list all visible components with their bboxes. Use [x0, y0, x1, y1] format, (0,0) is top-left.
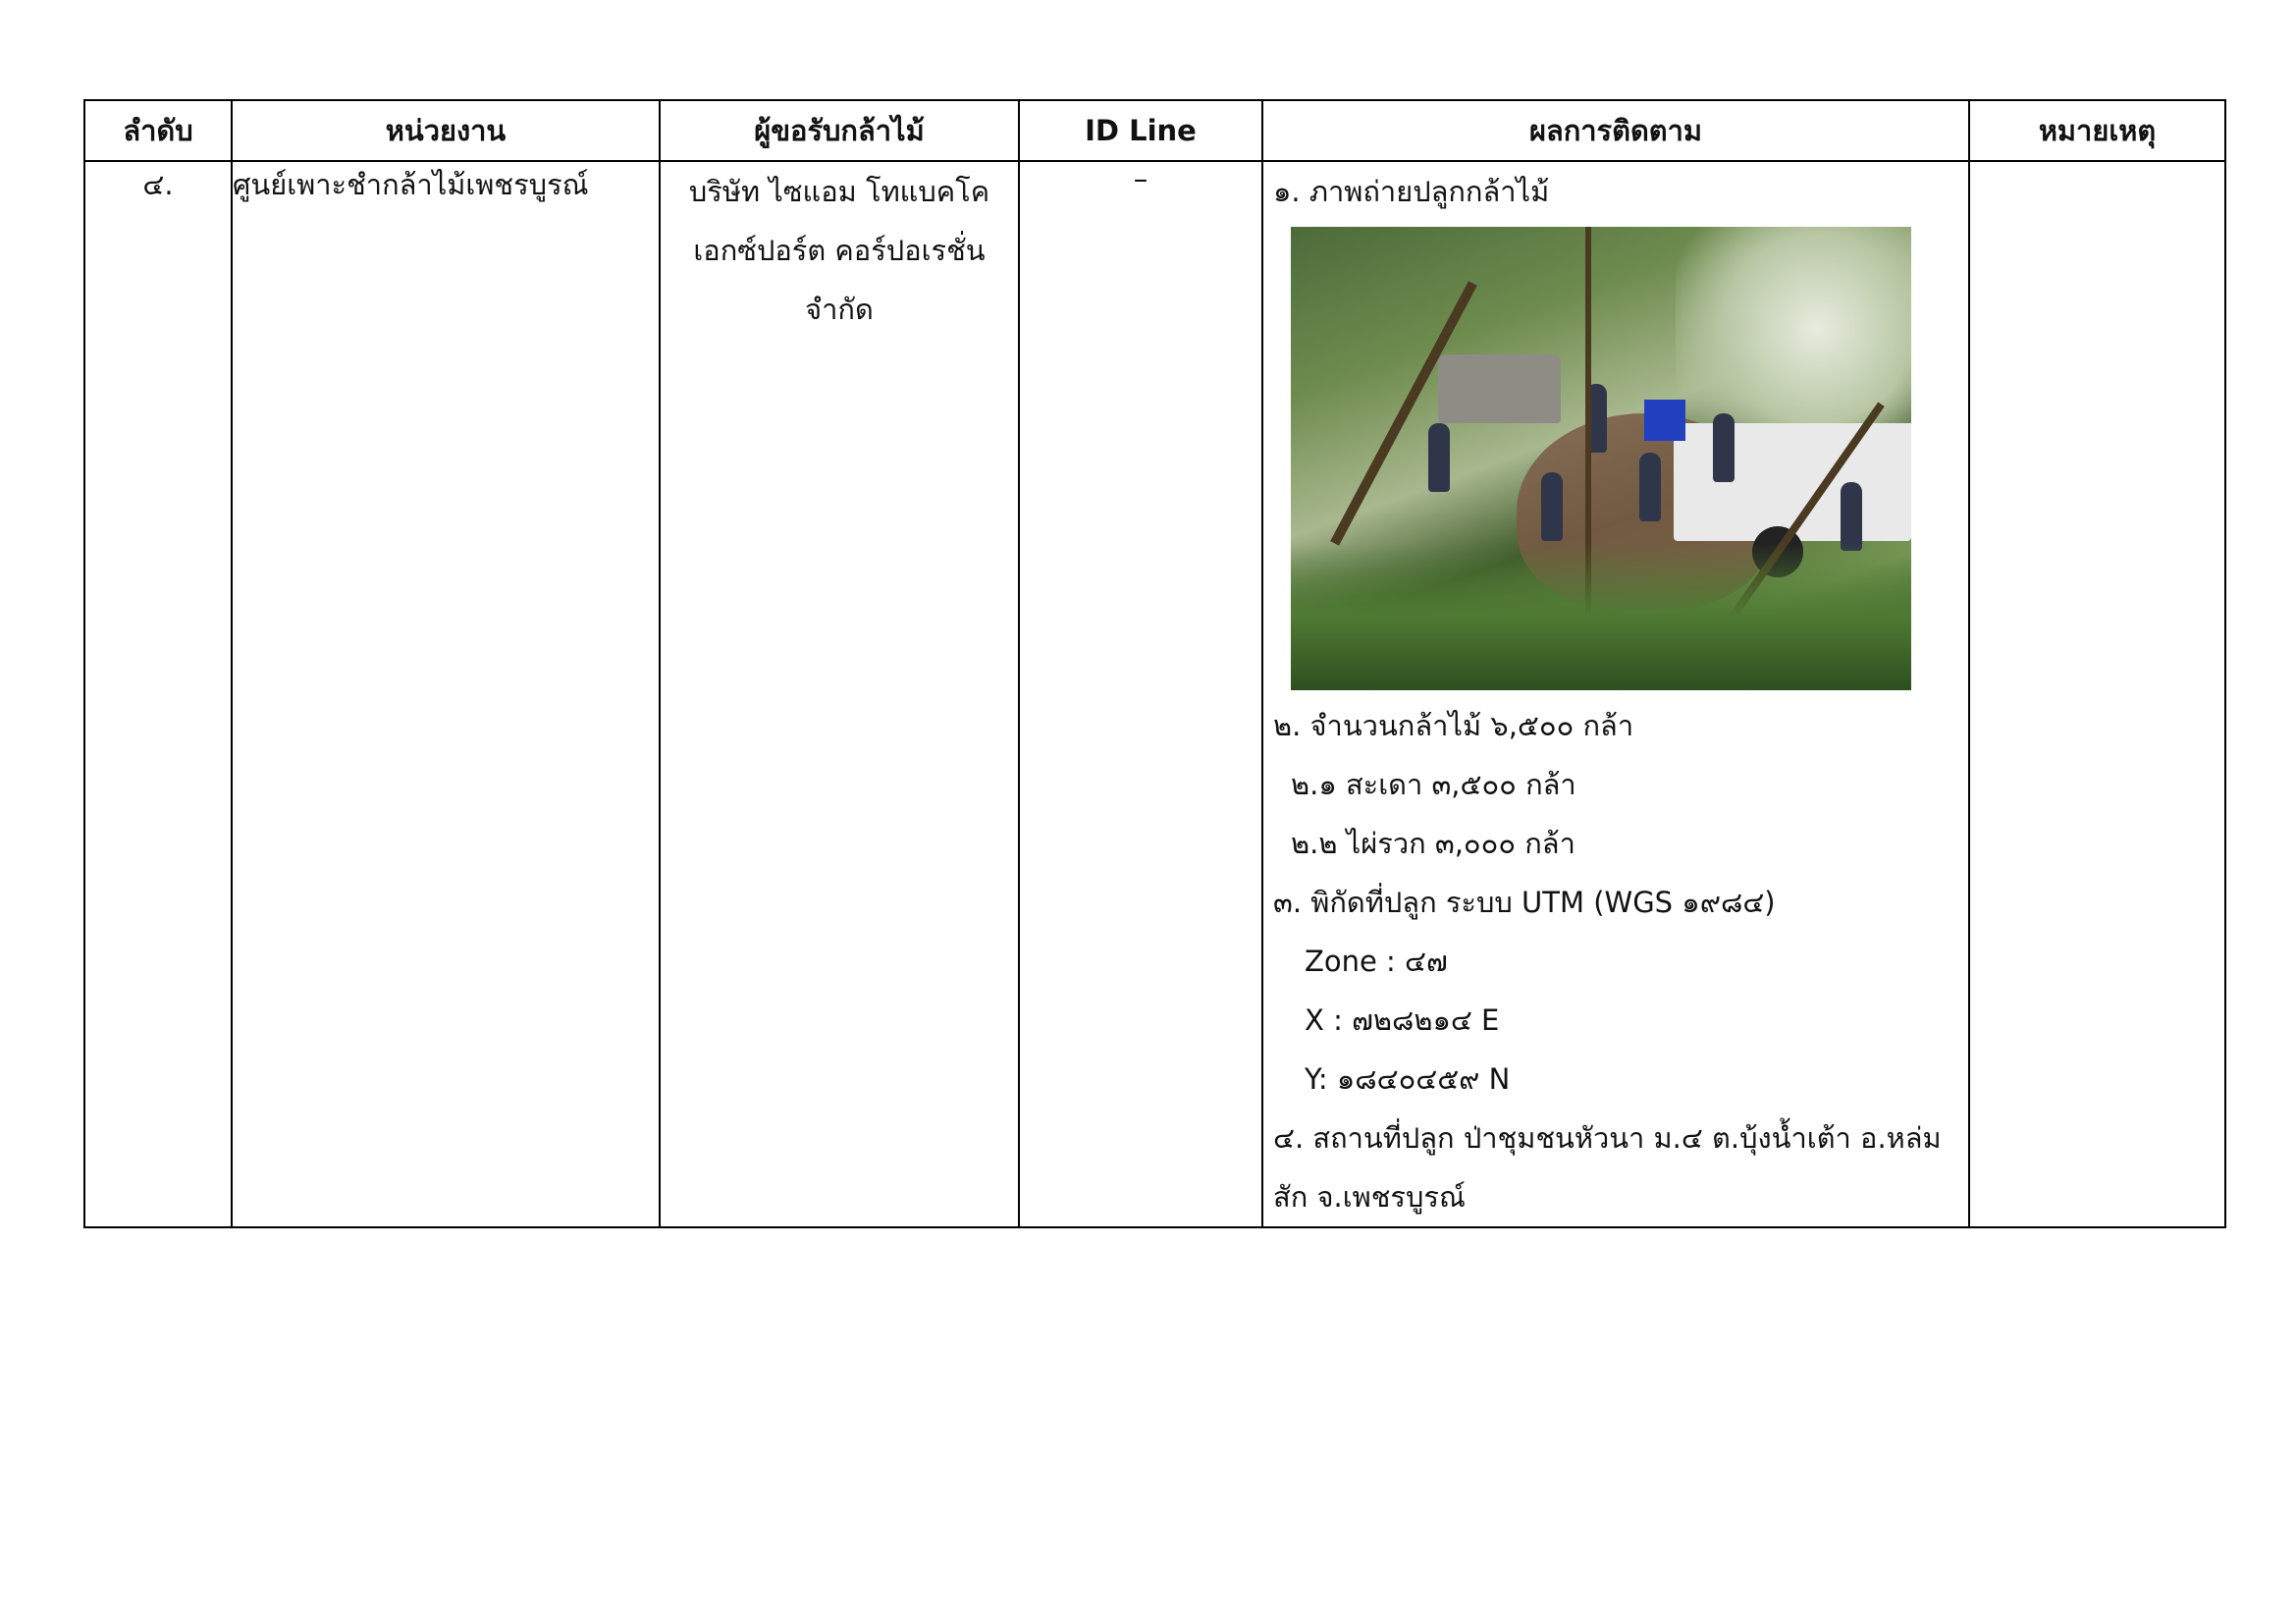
result-species-2: ๒.๒ ไผ่รวก ๓,๐๐๐ กล้า [1291, 827, 1575, 860]
cell-seq [84, 161, 232, 1227]
header-id-line: ID Line [1019, 100, 1262, 161]
cell-remarks [1969, 161, 2225, 1227]
recipient-line: จำกัด [805, 293, 874, 326]
result-zone: Zone : ๔๗ [1305, 945, 1448, 978]
cell-id-line [1019, 161, 1262, 1227]
header-seq: ลำดับ [84, 100, 232, 161]
result-species-1: ๒.๑ สะเดา ๓,๕๐๐ กล้า [1291, 768, 1576, 801]
recipient-line: บริษัท ไซแอม โทแบคโค [688, 175, 990, 208]
seq-text: ๔. [142, 168, 174, 201]
result-seedling-count: ๒. จำนวนกล้าไม้ ๖,๕๐๐ กล้า [1273, 709, 1634, 742]
recipient-line: เอกซ์ปอร์ต คอร์ปอเรชั่น [693, 234, 986, 267]
cell-recipient [660, 161, 1019, 1227]
result-location-cont: สัก จ.เพชรบูรณ์ [1273, 1180, 1466, 1214]
cell-results [1262, 161, 1969, 1227]
result-location: ๔. สถานที่ปลูก ป่าชุมชนหัวนา ม.๔ ต.บุ้งน้ำเต้า อ.หล่ม [1273, 1121, 1942, 1155]
table-row [84, 161, 2225, 1227]
result-photo-heading: ๑. ภาพถ่ายปลูกกล้าไม้ [1273, 175, 1550, 208]
header-remarks: หมายเหตุ [1969, 100, 2225, 161]
header-recipient: ผู้ขอรับกล้าไม้ [660, 100, 1019, 161]
cell-unit [232, 161, 660, 1227]
header-results: ผลการติดตาม [1262, 100, 1969, 161]
planting-photo [1291, 227, 1911, 690]
result-coordinates-heading: ๓. พิกัดที่ปลูก ระบบ UTM (WGS ๑๙๘๔) [1273, 886, 1776, 919]
monitoring-table [83, 99, 2226, 1228]
id-line-text: – [1133, 162, 1148, 195]
unit-text: ศูนย์เพาะชำกล้าไม้เพชรบูรณ์ [233, 168, 589, 201]
header-unit: หน่วยงาน [232, 100, 660, 161]
result-x: X : ๗๒๘๒๑๔ E [1305, 1003, 1500, 1037]
header-row [84, 100, 2225, 161]
result-y: Y: ๑๘๔๐๔๕๙ N [1305, 1062, 1511, 1096]
